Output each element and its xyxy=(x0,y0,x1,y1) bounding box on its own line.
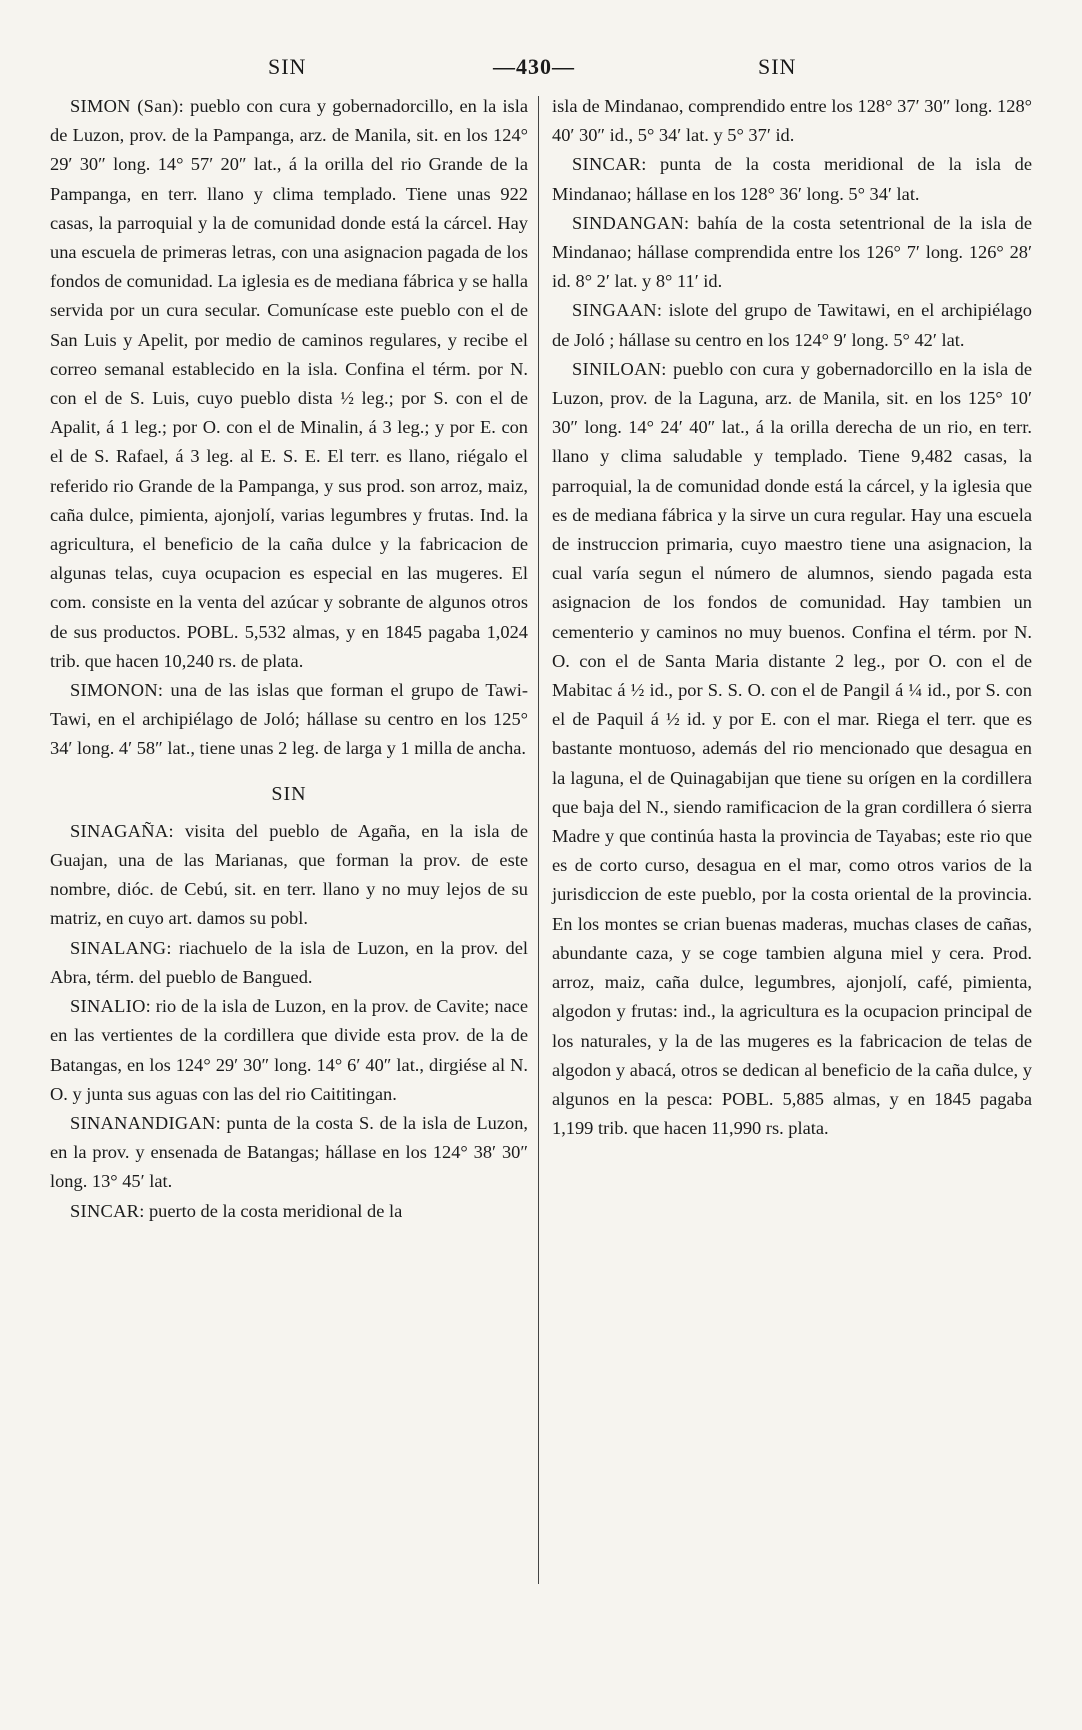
entry-sindangan xyxy=(552,209,1032,297)
left-column xyxy=(50,92,528,1226)
entry-headword: SIMONON: xyxy=(70,680,164,701)
entry-continuation: isla de Mindanao, comprendido entre los 128° 37′ 30″ long. 128° 40′ 30″ id., 5° 34′ lat. y 5° 37′ id. xyxy=(552,96,1032,146)
entry-singaan xyxy=(552,296,1032,354)
entry-text: : puerto de la costa meridional de la xyxy=(139,1200,403,1221)
entry-siniloan xyxy=(552,355,1032,1143)
entry-text: pueblo con cura y gobernadorcillo en la isla de Luzon, prov. de la Laguna, arz. de Manila, sit. en los 125° 10′ 30″ long. 14° 24′ 40″ lat., á la orilla derecha de un rio, en terr. llano y clima saludable y templado. Tiene 9,482 casas, la parroquial, la de comunidad donde está la cárcel, y la iglesia que es de mediana fábrica y la sirve un cura regular. Hay una escuela de instruccion primaria, cuyo maestro tiene una asignacion, la cual varía segun el número de alumnos, siendo pagada esta asignacion de los fondos de comunidad. Hay tambien un cementerio y caminos no muy buenos. Confina el térm. por N. O. con el de Santa Maria distante 2 leg., por O. con el de Mabitac á ½ id., por S. S. O. con el de Pangil á ¼ id., por S. con el de Paquil á ½ id. y por E. con el mar. Riega el terr. que es bastante montuoso, además del rio mencionado que desagua en la laguna, el de Quinagabijan que tiene su orígen en la cordillera que baja del N., siendo ramificacion de la gran cordillera ó sierra Madre y que continúa hasta la provincia de Tayabas; este rio que es de corto curso, desagua en el mar, como otros varios de la jurisdiccion de este pueblo, por la costa oriental de la provincia. En los montes se crian buenas maderas, muchas clases de cañas, abundante caza, y se coge tambien alguna miel y cera. Prod. arroz, maiz, caña dulce, legumbres, ajonjolí, café, pimienta, algodon y frutas: ind., la agricultura es la ocupacion principal de los naturales, y la de las mugeres es la fabricacion de telas de algodon y abacá, otros se dedican al beneficio de la caña dulce, y algunos en la pesca: POBL. 5,885 almas, y en 1845 pagaba 1,199 trib. que hacen 11,990 rs. plata. xyxy=(552,358,1032,1139)
entry-headword: SINILOAN: xyxy=(572,358,667,379)
entry-headword: SINAGAÑA: xyxy=(70,820,174,841)
entry-text: : islote del grupo de Tawitawi, en el archipiélago de Joló ; hállase su centro en los 124° 9′ long. 5° 42′ lat. xyxy=(552,300,1032,350)
column-divider xyxy=(538,96,539,1584)
entry-sinalio xyxy=(50,992,528,1109)
entry-text: : bahía de la costa setentrional de la isla de Mindanao; hállase comprendida entre los 126° 7′ long. 126° 28′ id. 8° 2′ lat. y 8° 11′ id. xyxy=(552,212,1032,292)
entry-headword: SINCAR xyxy=(572,154,642,175)
entry-headword: SINCAR xyxy=(70,1200,140,1221)
entry-text: una de las islas que forman el grupo de Tawi-Tawi, en el archipiélago de Joló; hállase su centro en los 125° 34′ long. 4′ 58″ lat., tiene unas 2 leg. de larga y 1 milla de ancha. xyxy=(50,680,528,759)
section-heading: SIN xyxy=(271,782,307,805)
entry-text: pueblo con cura y gobernadorcillo, en la isla de Luzon, prov. de la Pampanga, arz. de Manila, sit. en los 124° 29′ 30″ long. 14° 57′ 20″ lat., á la orilla del rio Grande de la Pampanga, en terr. llano y clima templado. Tiene unas 922 casas, la parroquial y la de comunidad donde está la cárcel. Hay una escuela de primeras letras, con una asignacion pagada de los fondos de comunidad. La iglesia es de mediana fábrica y se halla servida por un cura secular. Comunícase este pueblo con el de San Luis y Apelit, por medio de caminos regulares, y recibe el correo semanal establecido en la isla. Confina el térm. por N. con el de S. Luis, cuyo pueblo dista ½ leg.; por S. con el de Apalit, á 1 leg.; por O. con el de Minalin, á 3 leg.; y por E. con el de S. Rafael, á 3 leg. al E. S. E. El terr. es llano, riégalo el referido rio Grande de la Pampanga, y sus prod. son arroz, maiz, caña dulce, pimienta, ajonjolí, varias legumbres y frutas. Ind. la agricultura, el beneficio de la caña dulce y la fabricacion de algunas telas, cuya ocupacion es especial en las mugeres. El com. consiste en la venta del azúcar y sobrante de algunos otros de sus productos. POBL. 5,532 almas, y en 1845 pagaba 1,024 trib. que hacen 10,240 rs. de plata. xyxy=(50,96,528,671)
entry-text: : punta de la costa S. de la isla de Luzon, en la prov. y ensenada de Batangas; hállase en los 124° 38′ 30″ long. 13° 45′ lat. xyxy=(50,1112,528,1192)
entry-headword: SINANANDIGAN xyxy=(70,1112,216,1133)
entry-headword: SINGAAN xyxy=(572,300,657,321)
entry-headword: SIMON (San): xyxy=(70,96,184,116)
running-head-left: SIN xyxy=(268,54,307,79)
entry-text: visita del pueblo de Agaña, en la isla de Guajan, una de las Marianas, que forman la prov. de este nombre, dióc. de Cebú, sit. en terr. llano y no muy lejos de su matriz, en cuyo art. damos su pobl. xyxy=(50,820,528,929)
right-column xyxy=(552,92,1032,1143)
entry-sincar-punta xyxy=(552,150,1032,208)
entry-headword: SINALANG: xyxy=(70,937,172,958)
entry-sinalang xyxy=(50,934,528,992)
entry-sinanandigan xyxy=(50,1109,528,1197)
entry-simonon xyxy=(50,676,528,764)
page-number: —430— xyxy=(493,54,575,79)
entry-text: : punta de la costa meridional de la isla de Mindanao; hállase en los 128° 36′ long. 5° 34′ lat. xyxy=(552,154,1032,204)
entry-text: : rio de la isla de Luzon, en la prov. de Cavite; nace en las vertientes de la cordillera que divide esta prov. de la de Batangas, en los 124° 29′ 30″ long. 14° 6′ 40″ lat., dirgiése al N. O. y junta sus aguas con las del rio Caititingan. xyxy=(50,996,528,1104)
entry-headword: SINDANGAN xyxy=(572,212,685,233)
entry-text: riachuelo de la isla de Luzon, en la prov. del Abra, térm. del pueblo de Bangued. xyxy=(50,937,528,987)
entry-simon-san xyxy=(50,92,528,676)
entry-headword: SINALIO xyxy=(70,996,146,1017)
entry-sincar-puerto xyxy=(50,1197,528,1226)
running-head-right: SIN xyxy=(758,54,797,79)
entry-sinagana xyxy=(50,817,528,934)
